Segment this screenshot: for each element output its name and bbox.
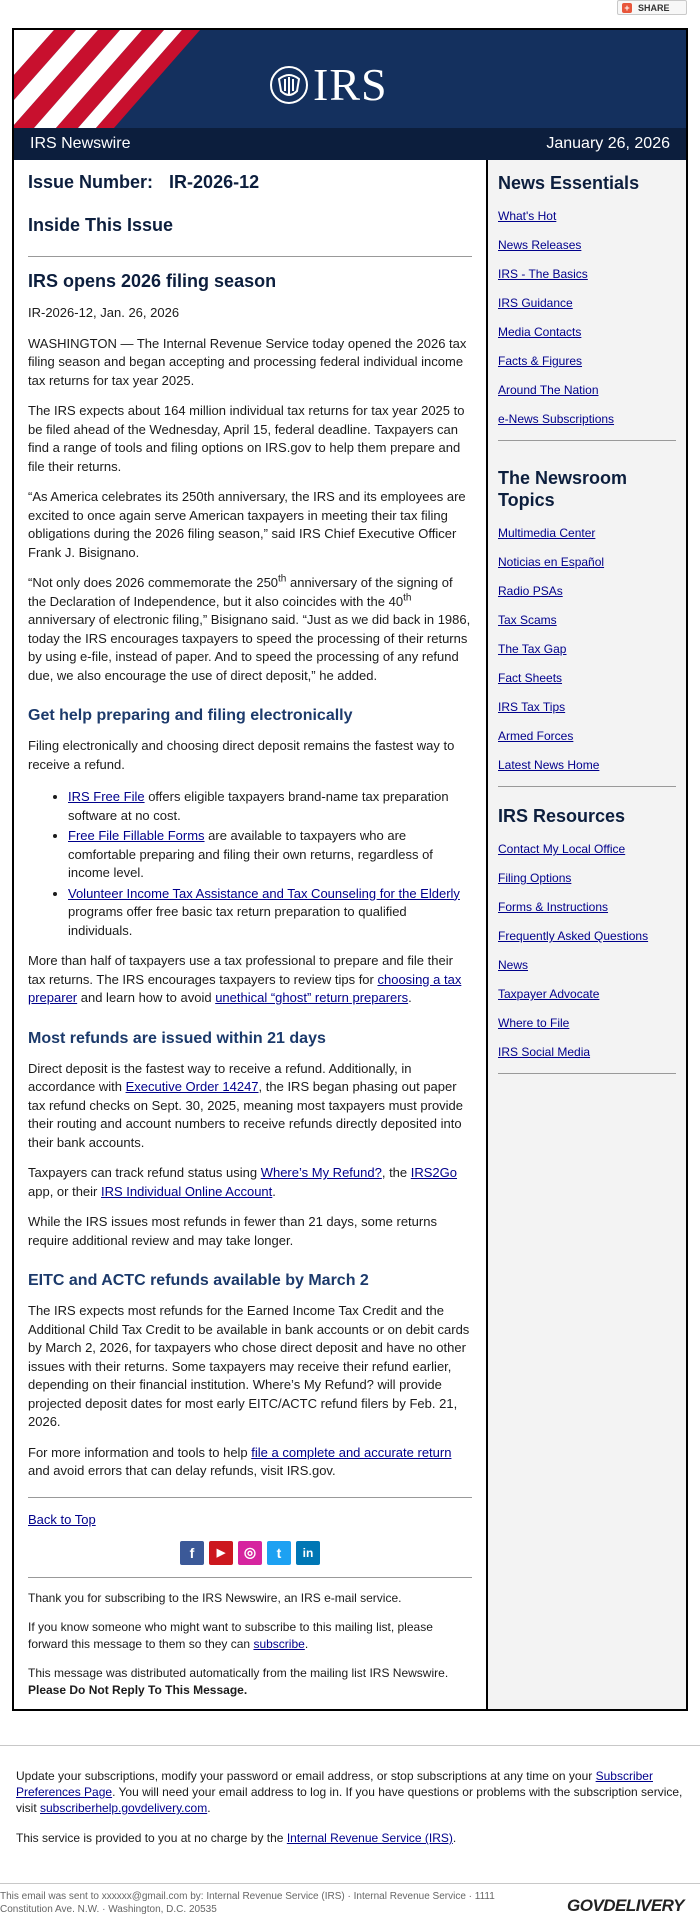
sidebar-item-fact-sheets: Fact Sheets: [498, 671, 563, 685]
ghost-preparers-link[interactable]: unethical “ghost” return preparers: [215, 990, 409, 1005]
newswire-bar: [14, 128, 686, 160]
online-account-link[interactable]: IRS Individual Online Account: [101, 1183, 273, 1199]
sidebar-divider: [498, 1073, 676, 1074]
newsletter-footer: [28, 1590, 472, 1699]
filing-options-list: [28, 788, 472, 940]
sidebar-item-news: News: [498, 958, 529, 972]
social-icons: [28, 1541, 472, 1565]
service-provided-text: This service is provided to you at no charge by the Internal Revenue Service (IRS).: [16, 1831, 457, 1845]
divider: [28, 1577, 472, 1578]
sidebar-item-noticias: Noticias en Español: [498, 555, 605, 569]
instagram-icon[interactable]: ◎: [238, 1541, 262, 1565]
heading-get-help: Get help preparing and filing electronically: [28, 707, 353, 724]
sidebar-item-taxpayer-advocate: Taxpayer Advocate: [498, 987, 600, 1001]
sidebar-item-contact-local-office: Contact My Local Office: [498, 842, 626, 856]
facebook-icon[interactable]: f: [180, 1541, 204, 1565]
sidebar-divider: [498, 440, 676, 441]
inside-this-issue-heading: Inside This Issue: [28, 215, 174, 235]
vita-tce-link[interactable]: Volunteer Income Tax Assistance and Tax Counseling for the Elderly: [68, 885, 460, 901]
sidebar-item-faq: Frequently Asked Questions: [498, 929, 649, 943]
sidebar-item-tax-gap: The Tax Gap: [498, 642, 567, 656]
paragraph-intro: WASHINGTON — The Internal Revenue Service today opened the 2026 tax filing season and began accepting and processing federal individual income tax returns for tax year 2025.: [28, 335, 467, 388]
newsletter-container: [12, 28, 688, 1711]
linkedin-icon[interactable]: in: [296, 1541, 320, 1565]
sidebar-item-media-contacts: Media Contacts: [498, 325, 582, 339]
back-to-top-wrap: [28, 1512, 472, 1527]
irs2go-link[interactable]: IRS2Go: [410, 1165, 458, 1180]
issue-number-value: IR-2026-12: [169, 172, 260, 192]
sidebar-item-multimedia-center: Multimedia Center: [498, 526, 596, 540]
paragraph-expected-returns: The IRS expects about 164 million individual tax returns for tax year 2025 to be filed ahead of the Wednesday, April 15, federal deadline. Taxpayers can find a range of tools and filing options on IRS.gov to help them prepare and file their returns.: [28, 403, 465, 474]
paragraph-ceo-quote: “As America celebrates its 250th anniversary, the IRS and its employees are excited to once again serve American taxpayers in meeting their tax filing obligations during the 2026 filing season,” said IRS Chief Executive Officer Frank J. Bisignano.: [28, 489, 466, 560]
subscriberhelp-link[interactable]: subscriberhelp.govdelivery.com: [40, 1801, 208, 1815]
sidebar-item-around-nation: Around The Nation: [498, 383, 599, 397]
footer-no-reply: Please Do Not Reply To This Message.: [28, 1682, 248, 1697]
subscription-update-text: Update your subscriptions, modify your password or email address, or stop subscriptions at any time on your Subscriber Preferences Page. You will need your email address to log in. If you have questions or problems with the subscription service, visit subscriberhelp.govdelivery.com.: [16, 1769, 683, 1815]
issue-number: [28, 172, 472, 193]
sidebar-item-latest-news-home: Latest News Home: [498, 758, 600, 772]
executive-order-link[interactable]: Executive Order 14247: [125, 1079, 259, 1094]
choosing-tax-preparer-link[interactable]: choosing a tax preparer: [28, 971, 462, 1005]
irs-link[interactable]: Internal Revenue Service (IRS): [286, 1831, 453, 1845]
sidebar-item-forms-instructions: Forms & Instructions: [498, 900, 609, 914]
sidebar-item-tax-scams: Tax Scams: [498, 613, 557, 627]
issue-date: January 26, 2026: [546, 135, 670, 152]
sidebar-item-radio-psas: Radio PSAs: [498, 584, 563, 598]
govdelivery-bar: [0, 1883, 700, 1918]
sidebar-item-news-releases: News Releases: [498, 238, 582, 252]
share-plus-icon: +: [622, 3, 632, 13]
share-button[interactable]: [617, 0, 687, 15]
irs-logo-text: IRS: [313, 59, 388, 110]
paragraph-eitc: The IRS expects most refunds for the Earned Income Tax Credit and the Additional Child Tax Credit to be available in bank accounts or on debit cards by March 2, 2026, for taxpayers who chose direct deposit and have no other issues with their returns. Some taxpayers may receive their refund earlier, depending on their financial institution. Where’s My Refund? will provide projected deposit dates for most early EITC/ACTC refund filers by Feb. 21, 2026.: [28, 1303, 470, 1429]
youtube-icon[interactable]: ▶: [209, 1541, 233, 1565]
issue-number-label: Issue Number:: [28, 172, 154, 192]
subscription-footer: [0, 1745, 700, 1846]
sidebar-heading-newsroom-topics: The Newsroom Topics: [498, 468, 628, 510]
sidebar-divider: [498, 786, 676, 787]
sidebar-heading-irs-resources: IRS Resources: [498, 806, 626, 826]
header-banner: [14, 30, 686, 128]
heading-refunds: Most refunds are issued within 21 days: [28, 1029, 326, 1047]
main-content: [14, 162, 486, 1709]
sidebar-item-irs-guidance: IRS Guidance: [498, 296, 573, 310]
newswire-title: IRS Newswire: [30, 135, 131, 152]
twitter-icon[interactable]: t: [267, 1541, 291, 1565]
article-dateline: IR-2026-12, Jan. 26, 2026: [28, 305, 180, 320]
paragraph-more-info: For more information and tools to help file a complete and accurate return and avoid errors that can delay refunds, visit IRS.gov.: [28, 1444, 452, 1478]
email-sent-to-text: This email was sent to xxxxxx@gmail.com by: Internal Revenue Service (IRS) · Internal Revenue Service · 1111 Constitution Ave. N.W. · Washington, D.C. 20535: [0, 1891, 495, 1915]
sidebar-item-whats-hot: What's Hot: [498, 209, 557, 223]
divider: [28, 1497, 472, 1498]
divider: [28, 256, 472, 257]
footer-auto-message: This message was distributed automatically from the mailing list IRS Newswire. Please Do Not Reply To This Message.: [28, 1665, 449, 1697]
free-file-fillable-forms-link[interactable]: Free File Fillable Forms: [68, 828, 205, 843]
sidebar-item-armed-forces: Armed Forces: [498, 729, 574, 743]
sidebar-item-filing-options: Filing Options: [498, 871, 572, 885]
article-title: IRS opens 2026 filing season: [28, 271, 277, 291]
govdelivery-logo[interactable]: GOVDELIVERY: [567, 1896, 684, 1915]
back-to-top-link[interactable]: Back to Top: [28, 1511, 96, 1527]
list-item: • IRS Free File offers eligible taxpayers brand-name tax preparation software at no cost.: [68, 788, 472, 825]
sidebar-heading-news-essentials: News Essentials: [498, 173, 640, 193]
subscriber-preferences-link[interactable]: Subscriber Preferences Page: [16, 1769, 653, 1799]
list-item: • Free File Fillable Forms are available to taxpayers who are comfortable preparing and filing their own returns, regardless of income level.: [68, 827, 472, 883]
paragraph-anniversary: “Not only does 2026 commemorate the 250th anniversary of the signing of the Declaration of Independence, but it also coincides with the 40th anniversary of electronic filing,” Bisignano said. “Just as we did back in 1986, today the IRS encourages taxpayers to speed the processing of their returns by using e-file, instead of paper. And to speed the processing of any refund due, we also encourage the use of direct deposit,” he added.: [28, 573, 471, 683]
accurate-return-link[interactable]: file a complete and accurate return: [251, 1444, 452, 1460]
sidebar-item-facts-figures: Facts & Figures: [498, 354, 583, 368]
sidebar-item-where-to-file: Where to File: [498, 1016, 570, 1030]
subscribe-link[interactable]: subscribe: [253, 1636, 305, 1651]
sidebar-item-irs-basics: IRS - The Basics: [498, 267, 588, 281]
irs-free-file-link[interactable]: IRS Free File: [68, 789, 145, 804]
paragraph-track-refund: Taxpayers can track refund status using Where’s My Refund?, the IRS2Go app, or their IRS Individual Online Account.: [28, 1165, 458, 1199]
sidebar-item-enews-subscriptions: e-News Subscriptions: [498, 412, 615, 426]
footer-thanks: Thank you for subscribing to the IRS Newswire, an IRS e-mail service.: [28, 1590, 402, 1605]
wheres-my-refund-link[interactable]: Where’s My Refund?: [260, 1165, 382, 1180]
footer-forward: If you know someone who might want to subscribe to this mailing list, please forward this message to them so they can subscribe.: [28, 1619, 433, 1651]
irs-logo: [269, 58, 388, 111]
heading-eitc-actc: EITC and ACTC refunds available by March 2: [28, 1272, 369, 1289]
sidebar-item-irs-social-media: IRS Social Media: [498, 1045, 591, 1059]
share-label: SHARE: [638, 2, 670, 13]
paragraph-direct-deposit: Direct deposit is the fastest way to receive a refund. Additionally, in accordance with Executive Order 14247, the IRS began phasing out paper tax refund checks on Sept. 30, 2025, meaning most taxpayers must provide their routing and account numbers to receive refunds directly deposited into their bank accounts.: [28, 1060, 464, 1150]
eagle-emblem-icon: [269, 65, 309, 105]
paragraph-tax-professional: More than half of taxpayers use a tax professional to prepare and file their tax returns. The IRS encourages taxpayers to review tips for choosing a tax preparer and learn how to avoid unethical “ghost” return preparers.: [28, 953, 462, 1005]
paragraph-additional-review: While the IRS issues most refunds in fewer than 21 days, some returns require additional review and may take longer.: [28, 1214, 437, 1248]
sidebar-item-irs-tax-tips: IRS Tax Tips: [498, 700, 566, 714]
sidebar: [486, 160, 686, 1709]
list-item: • Volunteer Income Tax Assistance and Tax Counseling for the Elderly programs offer free basic tax return preparation to qualified individuals.: [68, 885, 472, 941]
flag-stripes-graphic: [14, 30, 234, 128]
paragraph-file-electronically: Filing electronically and choosing direct deposit remains the fastest way to receive a refund.: [28, 738, 455, 772]
